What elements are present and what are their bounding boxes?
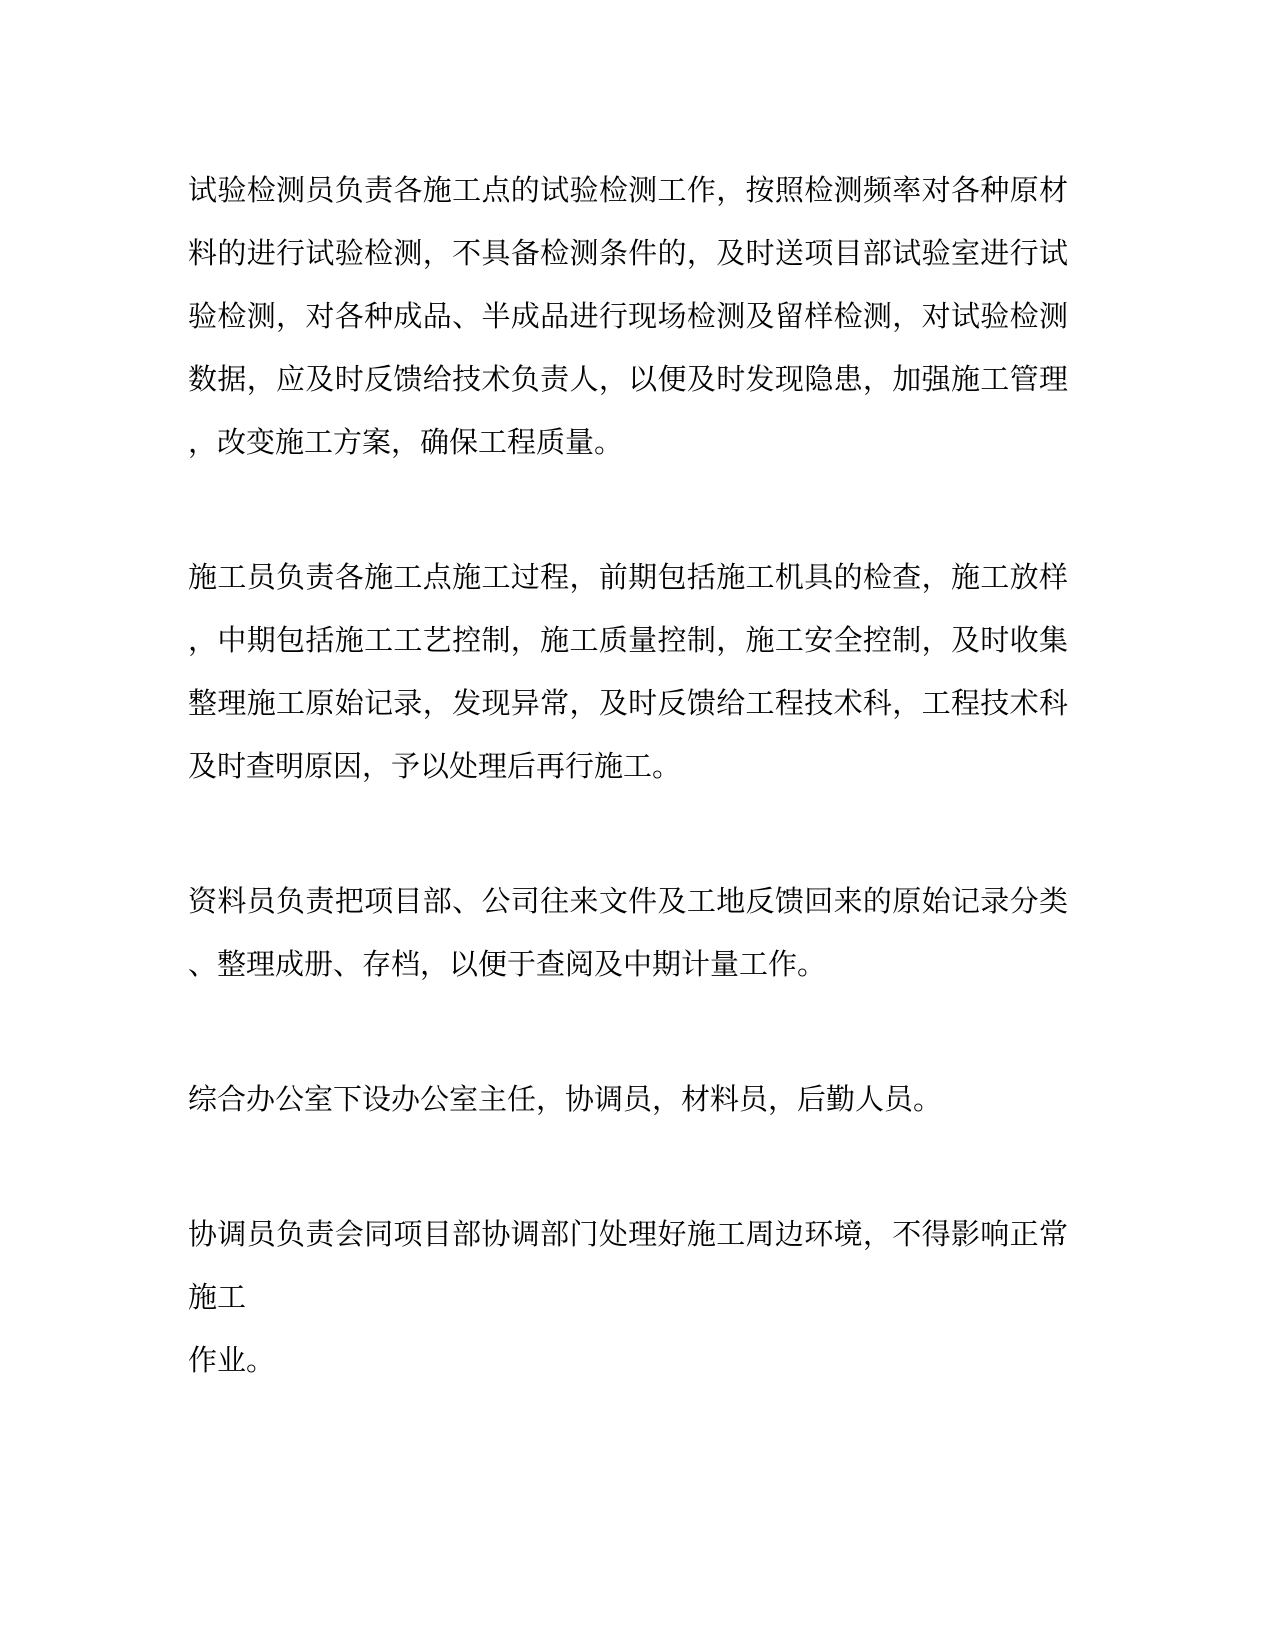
text-line: 资料员负责把项目部、公司往来文件及工地反馈回来的原始记录分类 — [188, 886, 1068, 918]
text-line: 整理施工原始记录，发现异常，及时反馈给工程技术科，工程技术科 — [188, 688, 1068, 720]
paragraph-coordinator — [188, 1204, 1068, 1393]
text-line: 验检测，对各种成品、半成品进行现场检测及留样检测，对试验检测 — [188, 301, 1068, 333]
paragraph-general-office — [188, 1069, 1068, 1132]
paragraph-construction-worker — [188, 547, 1068, 799]
text-line: 数据，应及时反馈给技术负责人，以便及时发现隐患，加强施工管理 — [188, 364, 1068, 396]
text-line: 及时查明原因，予以处理后再行施工。 — [188, 751, 682, 783]
text-line: 、整理成册、存档，以便于查阅及中期计量工作。 — [188, 949, 827, 981]
paragraph-test-inspector — [188, 160, 1068, 475]
text-line: 施工 — [188, 1282, 247, 1314]
text-line: 试验检测员负责各施工点的试验检测工作，按照检测频率对各种原材 — [188, 175, 1068, 207]
text-line: 作业。 — [188, 1345, 276, 1377]
text-line: ，中期包括施工工艺控制，施工质量控制，施工安全控制，及时收集 — [188, 625, 1068, 657]
text-line: 施工员负责各施工点施工过程，前期包括施工机具的检查，施工放样 — [188, 562, 1068, 594]
text-line: 料的进行试验检测，不具备检测条件的，及时送项目部试验室进行试 — [188, 238, 1068, 270]
text-line: 协调员负责会同项目部协调部门处理好施工周边环境，不得影响正常 — [188, 1219, 1068, 1251]
paragraph-document-clerk — [188, 871, 1068, 997]
text-line: 综合办公室下设办公室主任，协调员，材料员，后勤人员。 — [188, 1084, 943, 1116]
text-line: ，改变施工方案，确保工程质量。 — [188, 427, 624, 459]
